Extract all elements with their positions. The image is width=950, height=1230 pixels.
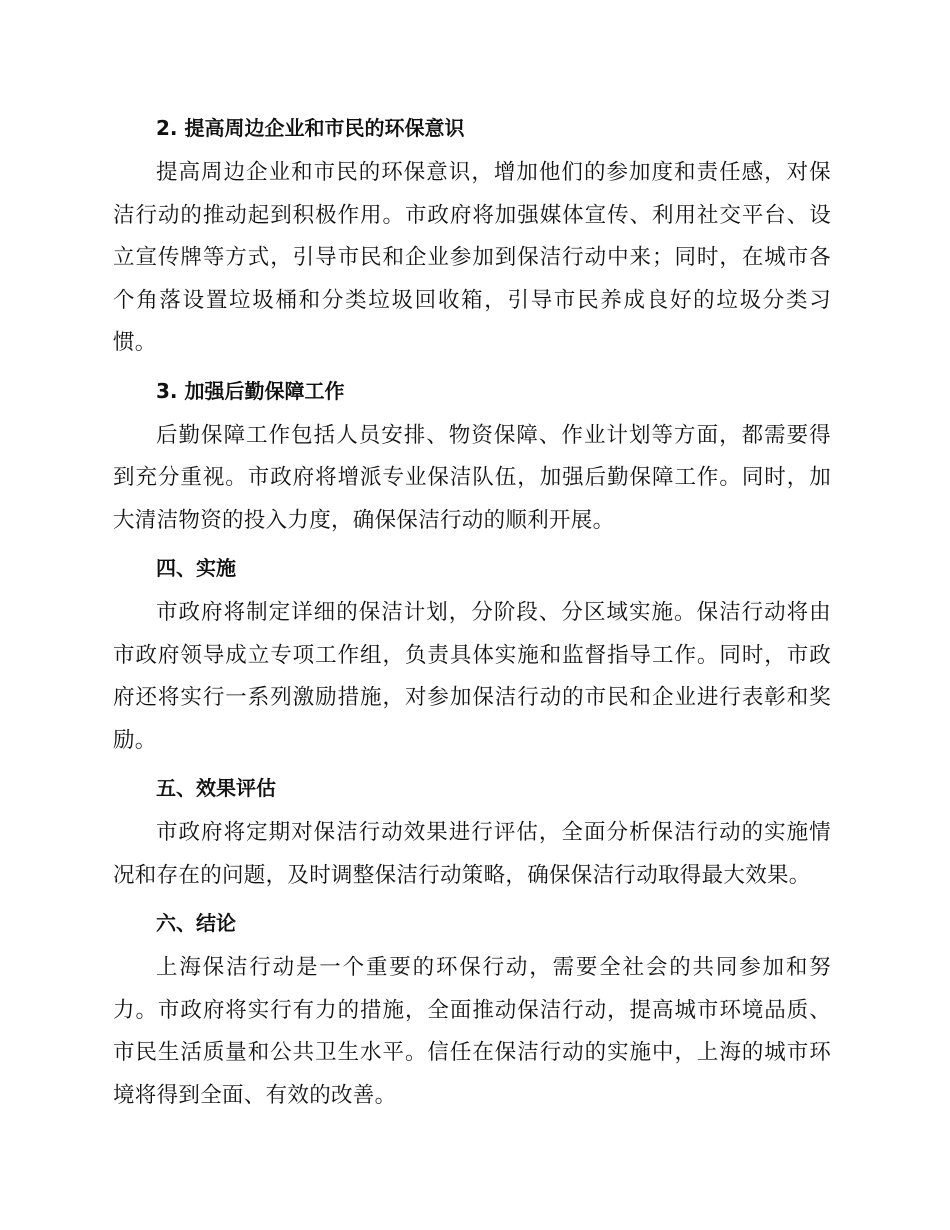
section-paragraph-awareness: 提高周边企业和市民的环保意识，增加他们的参加度和责任感，对保洁行动的推动起到积极作用。市政府将加强媒体宣传、利用社交平台、设立宣传牌等方式，引导市民和企业参加到保洁行动中来；同时，在城市各个角落设置垃圾桶和分类垃圾回收箱，引导市民养成良好的垃圾分类习惯。: [113, 160, 831, 355]
section-heading-evaluation: 五、效果评估: [156, 776, 276, 800]
section-heading-awareness: 2. 提高周边企业和市民的环保意识: [156, 116, 465, 140]
section-paragraph-logistics: 后勤保障工作包括人员安排、物资保障、作业计划等方面，都需要得到充分重视。市政府将增派专业保洁队伍，加强后勤保障工作。同时，加大清洁物资的投入力度，确保保洁行动的顺利开展。: [113, 422, 831, 533]
section-heading-implementation: 四、实施: [156, 556, 236, 580]
section-paragraph-conclusion: 上海保洁行动是一个重要的环保行动，需要全社会的共同参加和努力。市政府将实行有力的措施，全面推动保洁行动，提高城市环境品质、市民生活质量和公共卫生水平。信任在保洁行动的实施中，上海的城市环境将得到全面、有效的改善。: [113, 955, 831, 1108]
section-paragraph-implementation: 市政府将制定详细的保洁计划，分阶段、分区域实施。保洁行动将由市政府领导成立专项工作组，负责具体实施和监督指导工作。同时，市政府还将实行一系列激励措施，对参加保洁行动的市民和企业进行表彰和奖励。: [113, 600, 831, 753]
document-page: [113, 108, 831, 1123]
section-paragraph-evaluation: 市政府将定期对保洁行动效果进行评估，全面分析保洁行动的实施情况和存在的问题，及时调整保洁行动策略，确保保洁行动取得最大效果。: [113, 820, 831, 888]
section-heading-conclusion: 六、结论: [156, 911, 236, 935]
section-heading-logistics: 3. 加强后勤保障工作: [156, 378, 345, 403]
